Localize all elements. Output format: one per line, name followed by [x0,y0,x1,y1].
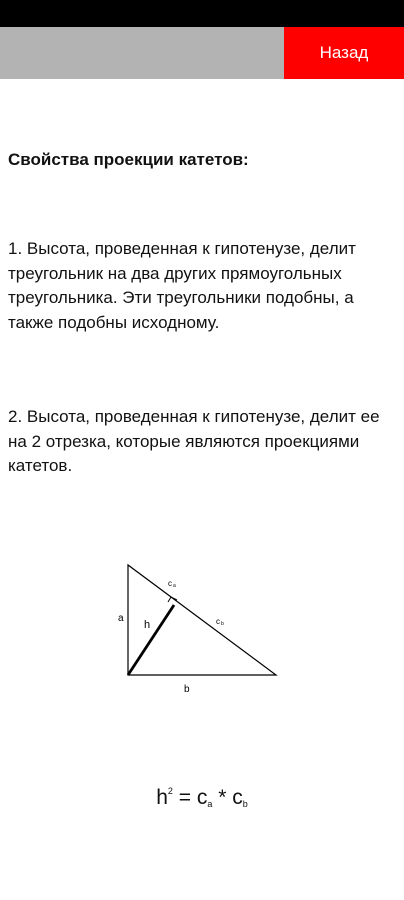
back-button[interactable]: Назад [284,27,404,79]
label-cb [216,617,224,627]
formula-h-exponent: 2 [167,786,173,796]
label-h: h [144,619,151,631]
page-title: Свойства проекции катетов: [8,150,249,169]
formula-equals: = [172,786,197,809]
top-app-bar [0,27,404,79]
property-paragraph-1: 1. Высота, проведенная к гипотенузе, делит треугольник на два других прямоугольных треугольника. Эти треугольники подобны, а также подобны исходному. [8,239,356,332]
formula-c1: c [196,786,208,809]
formula-c1-sub: a [207,799,213,809]
right-angle-marker [168,597,177,602]
formula-c2: c [232,786,243,809]
label-ca [168,579,176,589]
formula-h: h [156,786,168,809]
status-bar [0,0,404,27]
formula-times: * [212,786,233,809]
svg-text:b: b [221,621,224,627]
property-paragraph-2: 2. Высота, проведенная к гипотенузе, делит ее на 2 отрезка, которые являются проекциями катетов. [8,407,380,475]
svg-text:c: c [216,617,220,626]
altitude-line [128,605,174,675]
label-b: b [184,684,190,695]
label-a: a [118,613,124,624]
formula [0,776,404,819]
triangle-outline [128,565,276,675]
svg-text:c: c [168,579,172,588]
formula-c2-sub: b [242,799,248,809]
svg-text:a: a [173,583,176,589]
